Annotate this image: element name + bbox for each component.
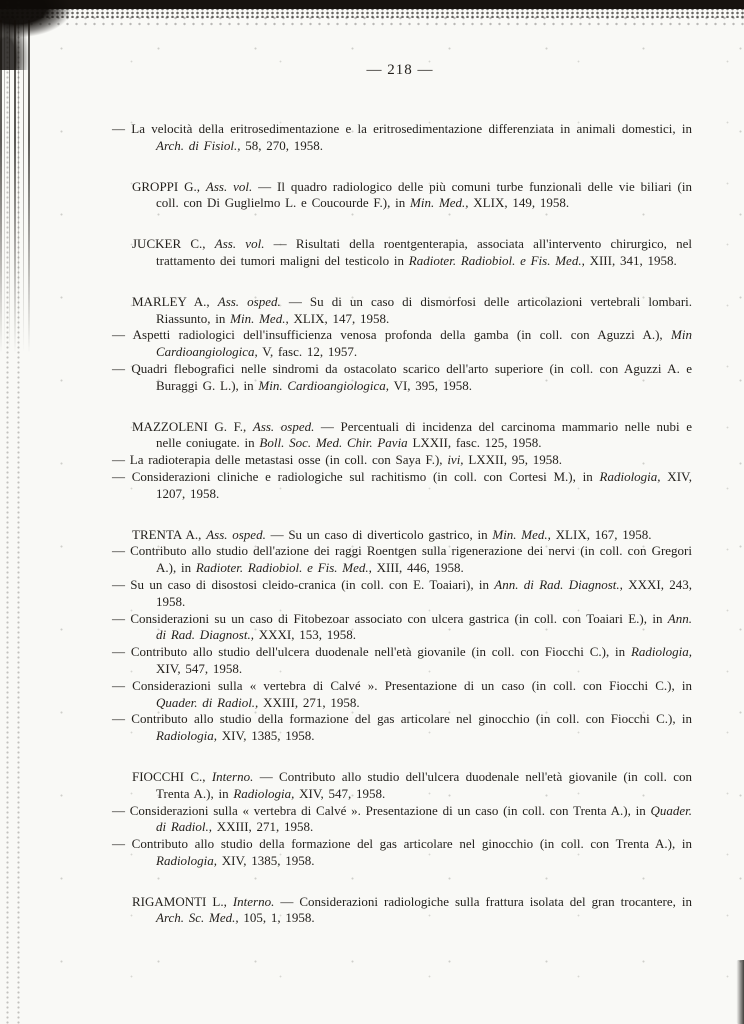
text-segment: MAZZOLENI G. F., bbox=[132, 418, 253, 434]
text-segment: — Considerazioni sulla « vertebra di Calvé ». Presentazione di un caso (in coll. con Fiocchi C.), in bbox=[112, 677, 692, 693]
text-segment: XIV, 1385, 1958. bbox=[217, 852, 315, 868]
text-segment: LXXII, fasc. 125, 1958. bbox=[407, 435, 542, 451]
italic-segment: Radiologia, bbox=[599, 468, 661, 484]
text-segment: — Contributo allo studio della formazione del gas articolare nel ginocchio (in coll. con Fiocchi C.), in bbox=[112, 711, 692, 727]
bibliography-entry-author bbox=[112, 419, 692, 453]
text-segment: — Considerazioni cliniche e radiologiche sul rachitismo (in coll. con Cortesi M.), in bbox=[112, 468, 600, 484]
text-segment: — Percentuali di incidenza del carcinoma mammario nelle nubi e nelle coniugate. in bbox=[156, 418, 692, 451]
text-segment: 105, 1, 1958. bbox=[238, 910, 315, 926]
text-segment: XIV, 1385, 1958. bbox=[217, 728, 315, 744]
italic-segment: Quader. di Radiol., bbox=[156, 694, 259, 710]
text-segment: VI, 395, 1958. bbox=[389, 377, 473, 393]
italic-segment: Ass. osped. bbox=[217, 293, 281, 309]
italic-segment: Radiologia, bbox=[156, 852, 218, 868]
text-segment: XIV, 547, 1958. bbox=[156, 660, 243, 676]
bibliography-entry bbox=[112, 121, 692, 155]
italic-segment: Min Cardioangiologica, bbox=[156, 327, 692, 360]
italic-segment: Ass. osped. bbox=[252, 418, 315, 434]
italic-segment: ivi, bbox=[447, 452, 464, 468]
scan-artifact-left-edge-dots bbox=[2, 0, 28, 1024]
italic-segment: Quader. di Radiol., bbox=[156, 802, 692, 835]
text-segment: XIII, 446, 1958. bbox=[371, 560, 464, 576]
bibliography-entry bbox=[112, 644, 692, 678]
bibliography-entry bbox=[112, 711, 692, 745]
page-number-text: — 218 — bbox=[366, 62, 434, 78]
text-segment: — Contributo allo studio dell'ulcera duodenale nell'età giovanile (in coll. con Fiocchi C.), in bbox=[112, 644, 631, 660]
bibliography-entry bbox=[112, 577, 692, 611]
text-segment: — Risultati della roentgenterapia, associata all'intervento chirurgico, nel trattamento dei tumori maligni del testicolo in bbox=[156, 236, 693, 268]
bibliography-entry bbox=[112, 803, 692, 837]
text-segment: JUCKER C., bbox=[132, 236, 215, 252]
text-segment: XXXI, 153, 1958. bbox=[253, 627, 356, 643]
text-segment: XLIX, 167, 1958. bbox=[550, 526, 652, 542]
bibliography-entry bbox=[112, 678, 692, 712]
text-segment: — Aspetti radiologici dell'insufficienza venosa profonda della gamba (in coll. con Aguzzi A.), bbox=[112, 327, 672, 343]
text-segment: XIII, 341, 1958. bbox=[584, 252, 677, 268]
text-segment: LXXII, 95, 1958. bbox=[463, 452, 562, 468]
text-segment: XXIII, 271, 1958. bbox=[212, 819, 314, 835]
text-segment: — Quadri flebografici nelle sindromi da ostacolato scarico dell'arto superiore (in coll. con Aguzzi A. e Buraggi G. L.), in bbox=[112, 360, 692, 393]
scan-artifact-bottom-right bbox=[734, 960, 744, 1024]
text-segment: GROPPI G., bbox=[132, 178, 206, 194]
italic-segment: Interno. bbox=[211, 768, 254, 784]
italic-segment: Interno. bbox=[232, 893, 275, 909]
italic-segment: Radiologia, bbox=[233, 785, 295, 801]
text-segment: XIV, 1207, 1958. bbox=[156, 468, 692, 501]
text-segment: — Su un caso di disostosi cleido-cranica (in coll. con E. Toaiari), in bbox=[112, 576, 495, 592]
text-segment: — Considerazioni sulla « vertebra di Calvé ». Presentazione di un caso (in coll. con Trenta A.), in bbox=[112, 802, 651, 818]
text-segment: — Considerazioni su un caso di Fitobezoar associato con ulcera gastrica (in coll. con Toaiari E.), in bbox=[112, 610, 668, 626]
italic-segment: Arch. di Fisiol., bbox=[156, 137, 241, 153]
bibliography-entry-author bbox=[112, 527, 692, 544]
italic-segment: Ass. vol. bbox=[214, 236, 265, 252]
bibliography-list bbox=[112, 121, 692, 927]
text-segment: — Considerazioni radiologiche sulla frattura isolata del gran trocantere, in bbox=[274, 893, 692, 909]
bibliography-entry bbox=[112, 361, 692, 395]
italic-segment: Ann. di Rad. Diagnost., bbox=[494, 576, 623, 592]
scan-artifact-binding-corner bbox=[0, 0, 100, 70]
bibliography-entry bbox=[112, 469, 692, 503]
italic-segment: Boll. Soc. Med. Chir. Pavia bbox=[259, 435, 408, 451]
text-segment: V, fasc. 12, 1957. bbox=[257, 344, 358, 360]
text-segment: — Il quadro radiologico delle più comuni turbe funzionali delle vie biliari (in coll. con Di Guglielmo L. e Coucourde F.), in bbox=[156, 178, 692, 211]
italic-segment: Radiologia, bbox=[630, 644, 692, 660]
italic-segment: Arch. Sc. Med., bbox=[156, 910, 239, 926]
text-segment: RIGAMONTI L., bbox=[132, 893, 233, 909]
text-segment: — Su di un caso di dismorfosi delle articolazioni vertebrali lombari. Riassunto, in bbox=[156, 293, 693, 326]
bibliography-entry-author bbox=[112, 236, 692, 270]
text-segment: MARLEY A., bbox=[132, 293, 218, 309]
scan-artifact-binding-streaks bbox=[0, 20, 30, 360]
scan-artifact-top-edge bbox=[0, 0, 744, 9]
text-segment: — Su un caso di diverticolo gastrico, in bbox=[265, 526, 493, 542]
italic-segment: Min. Cardioangiologica, bbox=[258, 377, 390, 393]
bibliography-entry bbox=[112, 543, 692, 577]
text-segment: — Contributo allo studio dell'ulcera duodenale nell'età giovanile (in coll. con Trenta A.), in bbox=[156, 768, 692, 801]
text-segment: TRENTA A., bbox=[132, 526, 207, 542]
text-segment: XIV, 547, 1958. bbox=[294, 785, 386, 801]
bibliography-entry-author bbox=[112, 179, 692, 213]
text-segment: XXXI, 243, 1958. bbox=[156, 576, 692, 609]
italic-segment: Ass. osped. bbox=[206, 526, 266, 542]
italic-segment: Radioter. Radiobiol. e Fis. Med., bbox=[408, 252, 585, 268]
scan-artifact-top-speckle bbox=[0, 7, 744, 18]
italic-segment: Min. Med., bbox=[230, 310, 289, 326]
text-segment: FIOCCHI C., bbox=[132, 768, 212, 784]
bibliography-entry-author bbox=[112, 294, 692, 328]
bibliography-entry-author bbox=[112, 894, 692, 928]
italic-segment: Ass. vol. bbox=[205, 178, 253, 194]
text-segment: 58, 270, 1958. bbox=[240, 137, 323, 153]
text-segment: XLIX, 149, 1958. bbox=[468, 195, 570, 211]
text-segment: XLIX, 147, 1958. bbox=[288, 310, 390, 326]
scan-artifact-top-speckle-faint bbox=[0, 15, 744, 28]
bibliography-entry bbox=[112, 611, 692, 645]
italic-segment: Ann. di Rad. Diagnost., bbox=[156, 610, 692, 643]
page-number bbox=[28, 62, 744, 79]
italic-segment: Min. Med., bbox=[492, 526, 551, 542]
bibliography-entry-author bbox=[112, 769, 692, 803]
text-segment: — La radioterapia delle metastasi osse (in coll. con Saya F.), bbox=[112, 452, 448, 468]
text-segment: — Contributo allo studio dell'azione dei raggi Roentgen sulla rigenerazione dei nervi (in coll. con Gregori A.), in bbox=[112, 543, 692, 576]
italic-segment: Min. Med., bbox=[410, 195, 469, 211]
italic-segment: Radiologia, bbox=[156, 728, 218, 744]
italic-segment: Radioter. Radiobiol. e Fis. Med., bbox=[195, 560, 372, 576]
text-segment: XXIII, 271, 1958. bbox=[258, 694, 360, 710]
bibliography-entry bbox=[112, 452, 692, 469]
bibliography-entry bbox=[112, 327, 692, 361]
bibliography-entry bbox=[112, 836, 692, 870]
text-segment: — La velocità della eritrosedimentazione e la eritrosedimentazione differenziata in animali domestici, in bbox=[112, 121, 692, 136]
text-segment: — Contributo allo studio della formazione del gas articolare nel ginocchio (in coll. con Trenta A.), in bbox=[112, 836, 692, 852]
